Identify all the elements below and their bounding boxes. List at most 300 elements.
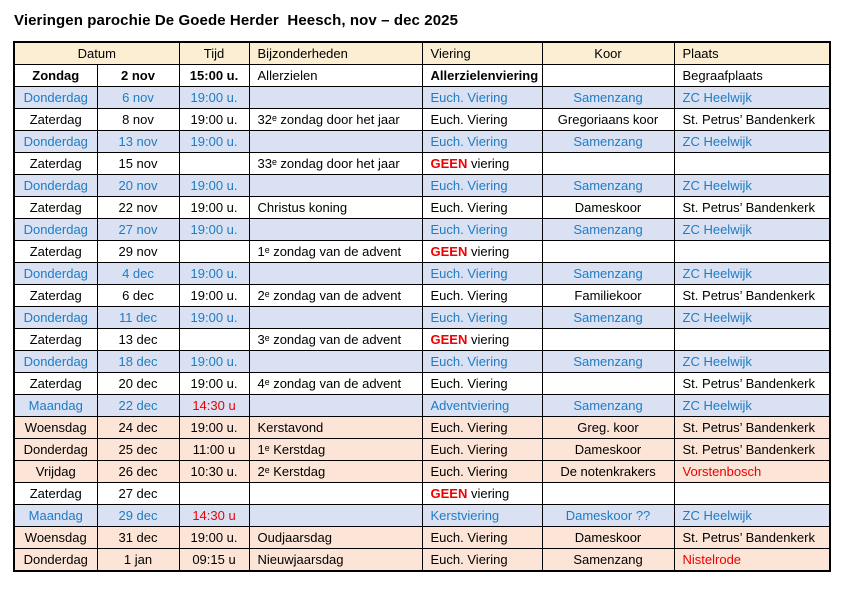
cell-text: Donderdag [23,354,88,369]
cell-koor [542,395,674,417]
cell-text: ZC Heelwijk [682,266,752,281]
column-header-viering: Viering [422,42,542,65]
cell-text: Woensdag [24,530,87,545]
cell-date [97,197,179,219]
cell-text: 09:15 u [192,552,236,567]
cell-date [97,285,179,307]
cell-text: Oudjaarsdag [257,530,332,545]
cell-day [14,527,97,549]
cell-text: Donderdag [23,552,88,567]
cell-text: 6 nov [122,90,154,105]
cell-text: 10:30 u. [190,464,238,479]
cell-text: 19:00 u. [190,420,238,435]
cell-koor [542,417,674,439]
cell-viering [422,505,542,527]
cell-koor [542,505,674,527]
table-row [14,109,830,131]
cell-date [97,131,179,153]
cell-time [179,439,249,461]
cell-text: Euch. Viering [430,530,508,545]
column-header-bijzonderheden: Bijzonderheden [249,42,422,65]
cell-date [97,175,179,197]
cell-time [179,461,249,483]
cell-text: 8 nov [122,112,154,127]
table-row [14,197,830,219]
cell-text: Dameskoor [574,200,642,215]
cell-text: Euch. Viering [430,288,508,303]
cell-viering [422,351,542,373]
cell-text: 4 dec [122,266,154,281]
cell-date [97,241,179,263]
cell-koor [542,263,674,285]
table-body [14,65,830,572]
cell-day [14,197,97,219]
cell-text: Euch. Viering [430,200,508,215]
cell-text: 20 nov [118,178,158,193]
cell-text: GEEN [430,244,468,259]
cell-day [14,329,97,351]
cell-text: 13 dec [118,332,158,347]
cell-text: 14:30 u [192,398,236,413]
cell-text: Euch. Viering [430,376,508,391]
cell-koor [542,109,674,131]
cell-bijzonderheden [249,505,422,527]
table-row [14,505,830,527]
cell-koor [542,549,674,572]
cell-plaats [674,197,830,219]
cell-day [14,175,97,197]
cell-text: Greg. koor [577,420,639,435]
cell-date [97,505,179,527]
cell-date [97,307,179,329]
cell-koor [542,439,674,461]
cell-plaats [674,483,830,505]
table-row [14,87,830,109]
cell-time [179,549,249,572]
cell-bijzonderheden [249,373,422,395]
cell-date [97,263,179,285]
cell-viering [422,153,542,175]
cell-text: St. Petrus’ Bandenkerk [682,376,815,391]
cell-time [179,109,249,131]
cell-text: Woensdag [24,420,87,435]
cell-text: De notenkrakers [560,464,656,479]
cell-time [179,219,249,241]
cell-text: St. Petrus’ Bandenkerk [682,420,815,435]
cell-text: Euch. Viering [430,90,508,105]
cell-bijzonderheden [249,285,422,307]
cell-viering [422,263,542,285]
cell-text: 19:00 u. [190,134,238,149]
cell-plaats [674,219,830,241]
cell-text: 20 dec [118,376,158,391]
table-row [14,483,830,505]
cell-time [179,175,249,197]
cell-text: Samenzang [573,310,643,325]
cell-time [179,417,249,439]
cell-text: Maandag [28,398,83,413]
cell-bijzonderheden [249,527,422,549]
cell-text: Euch. Viering [430,266,508,281]
cell-time [179,373,249,395]
cell-text: Samenzang [573,134,643,149]
cell-plaats [674,241,830,263]
cell-date [97,87,179,109]
cell-plaats [674,109,830,131]
cell-bijzonderheden [249,109,422,131]
cell-text: Donderdag [23,178,88,193]
cell-viering [422,131,542,153]
cell-time [179,483,249,505]
cell-text: Allerzielenviering [430,68,539,83]
cell-date [97,373,179,395]
cell-text: Euch. Viering [430,178,508,193]
cell-koor [542,527,674,549]
cell-text: 31 dec [118,530,158,545]
cell-time [179,505,249,527]
cell-text: St. Petrus’ Bandenkerk [682,112,815,127]
cell-text: 19:00 u. [190,112,238,127]
cell-viering [422,373,542,395]
cell-text: Vorstenbosch [682,464,762,479]
cell-text: Maandag [28,508,83,523]
cell-text: 14:30 u [192,508,236,523]
cell-text: Zaterdag [29,332,82,347]
table-row [14,329,830,351]
cell-text: 11 dec [118,310,158,325]
cell-time [179,395,249,417]
cell-text: Euch. Viering [430,420,508,435]
cell-bijzonderheden [249,483,422,505]
cell-text: Dameskoor [574,530,642,545]
cell-text: St. Petrus’ Bandenkerk [682,442,815,457]
cell-koor [542,483,674,505]
cell-text: 15:00 u. [189,68,239,83]
cell-viering [422,285,542,307]
cell-bijzonderheden [249,307,422,329]
table-row [14,417,830,439]
cell-text: St. Petrus’ Bandenkerk [682,530,815,545]
cell-bijzonderheden [249,153,422,175]
cell-day [14,351,97,373]
cell-viering [422,87,542,109]
cell-koor [542,197,674,219]
cell-koor [542,307,674,329]
cell-text: Euch. Viering [430,552,508,567]
cell-date [97,395,179,417]
cell-text: Euch. Viering [430,464,508,479]
cell-day [14,219,97,241]
cell-text: 13 nov [118,134,158,149]
cell-bijzonderheden [249,351,422,373]
cell-text: Euch. Viering [430,310,508,325]
cell-bijzonderheden [249,87,422,109]
cell-text: GEEN [430,332,468,347]
cell-text: Zaterdag [29,486,82,501]
cell-text: 19:00 u. [190,200,238,215]
cell-day [14,549,97,572]
cell-bijzonderheden [249,329,422,351]
cell-text: Christus koning [257,200,348,215]
cell-koor [542,461,674,483]
cell-time [179,307,249,329]
cell-text: Donderdag [23,90,88,105]
page-title: Vieringen parochie De Goede Herder Heesch, nov – dec 2025 [14,12,459,29]
cell-text: GEEN [430,156,468,171]
cell-text: 32ᵉ zondag door het jaar [257,112,400,127]
cell-text: Zaterdag [29,112,82,127]
cell-date [97,417,179,439]
cell-text: Samenzang [573,178,643,193]
table-row [14,285,830,307]
table-row [14,175,830,197]
cell-text: 19:00 u. [190,222,238,237]
cell-text: 15 nov [118,156,158,171]
cell-text: Familiekoor [574,288,642,303]
cell-day [14,109,97,131]
table-row [14,153,830,175]
column-header-datum: Datum [14,42,179,65]
cell-bijzonderheden [249,395,422,417]
cell-koor [542,131,674,153]
cell-text: 18 dec [118,354,158,369]
table-row [14,373,830,395]
cell-text: Donderdag [23,442,88,457]
cell-day [14,373,97,395]
cell-text: Euch. Viering [430,134,508,149]
cell-text: 6 dec [122,288,154,303]
cell-text: viering [467,156,510,171]
cell-text: Samenzang [573,552,643,567]
cell-viering [422,483,542,505]
cell-time [179,153,249,175]
cell-viering [422,395,542,417]
cell-text: ZC Heelwijk [682,398,752,413]
cell-text: 1ᵉ zondag van de advent [257,244,402,259]
cell-viering [422,527,542,549]
cell-text: Zaterdag [29,376,82,391]
cell-text: Samenzang [573,354,643,369]
cell-text: 11:00 u [192,442,236,457]
cell-plaats [674,417,830,439]
cell-text: Euch. Viering [430,112,508,127]
cell-text: 27 nov [118,222,158,237]
cell-plaats [674,505,830,527]
cell-text: GEEN [430,486,468,501]
cell-time [179,329,249,351]
cell-text: Adventviering [430,398,510,413]
cell-bijzonderheden [249,439,422,461]
cell-text: 19:00 u. [190,376,238,391]
cell-plaats [674,351,830,373]
cell-koor [542,153,674,175]
cell-text: 19:00 u. [190,266,238,281]
cell-bijzonderheden [249,175,422,197]
cell-time [179,241,249,263]
table-row [14,549,830,572]
cell-day [14,395,97,417]
table-row [14,65,830,87]
cell-text: Kerstavond [257,420,324,435]
cell-koor [542,241,674,263]
cell-text: 19:00 u. [190,354,238,369]
cell-text: 29 dec [118,508,158,523]
cell-koor [542,351,674,373]
cell-date [97,109,179,131]
cell-koor [542,175,674,197]
cell-day [14,131,97,153]
cell-viering [422,65,542,87]
cell-plaats [674,373,830,395]
cell-date [97,549,179,572]
cell-text: 19:00 u. [190,530,238,545]
cell-date [97,153,179,175]
cell-text: 24 dec [118,420,158,435]
cell-date [97,329,179,351]
cell-plaats [674,153,830,175]
cell-time [179,285,249,307]
cell-bijzonderheden [249,461,422,483]
cell-text: ZC Heelwijk [682,222,752,237]
cell-text: Zaterdag [29,200,82,215]
cell-plaats [674,285,830,307]
cell-text: Donderdag [23,310,88,325]
cell-text: Zaterdag [29,244,82,259]
cell-bijzonderheden [249,197,422,219]
cell-bijzonderheden [249,417,422,439]
cell-text: 4ᵉ zondag van de advent [257,376,402,391]
cell-day [14,417,97,439]
cell-day [14,483,97,505]
cell-plaats [674,461,830,483]
cell-text: Dameskoor ?? [565,508,651,523]
cell-bijzonderheden [249,549,422,572]
cell-bijzonderheden [249,219,422,241]
cell-text: Euch. Viering [430,354,508,369]
cell-bijzonderheden [249,263,422,285]
column-header-tijd: Tijd [179,42,249,65]
cell-text: 2ᵉ Kerstdag [257,464,326,479]
cell-date [97,483,179,505]
cell-text: ZC Heelwijk [682,508,752,523]
cell-text: Zondag [32,68,80,83]
cell-time [179,87,249,109]
cell-text: St. Petrus’ Bandenkerk [682,288,815,303]
cell-koor [542,373,674,395]
cell-text: 3ᵉ zondag van de advent [257,332,402,347]
cell-date [97,439,179,461]
cell-text: Vrijdag [35,464,76,479]
cell-text: Allerzielen [257,68,318,83]
cell-text: Kerstviering [430,508,500,523]
cell-text: 1ᵉ Kerstdag [257,442,326,457]
cell-day [14,505,97,527]
cell-bijzonderheden [249,131,422,153]
cell-date [97,351,179,373]
cell-text: Samenzang [573,222,643,237]
cell-plaats [674,131,830,153]
cell-text: ZC Heelwijk [682,310,752,325]
cell-text: Nistelrode [682,552,742,567]
cell-day [14,285,97,307]
cell-viering [422,197,542,219]
cell-text: 22 dec [118,398,158,413]
cell-text: Samenzang [573,398,643,413]
cell-bijzonderheden [249,65,422,87]
cell-plaats [674,65,830,87]
cell-text: 29 nov [118,244,158,259]
cell-text: ZC Heelwijk [682,354,752,369]
cell-date [97,527,179,549]
cell-text: Donderdag [23,222,88,237]
cell-viering [422,549,542,572]
cell-koor [542,219,674,241]
cell-text: Samenzang [573,266,643,281]
cell-text: Euch. Viering [430,222,508,237]
cell-day [14,439,97,461]
cell-day [14,65,97,87]
cell-time [179,263,249,285]
cell-plaats [674,263,830,285]
cell-day [14,153,97,175]
cell-date [97,461,179,483]
table-header [14,42,830,65]
cell-text: Donderdag [23,266,88,281]
cell-day [14,241,97,263]
column-header-plaats: Plaats [674,42,830,65]
cell-text: viering [467,486,510,501]
cell-text: 33ᵉ zondag door het jaar [257,156,400,171]
cell-text: ZC Heelwijk [682,90,752,105]
cell-viering [422,307,542,329]
cell-plaats [674,307,830,329]
cell-time [179,65,249,87]
cell-text: Euch. Viering [430,442,508,457]
table-row [14,461,830,483]
table-row [14,395,830,417]
table-row [14,131,830,153]
cell-text: Nieuwjaarsdag [257,552,344,567]
cell-text: 19:00 u. [190,90,238,105]
cell-day [14,87,97,109]
cell-viering [422,241,542,263]
cell-text: 27 dec [118,486,158,501]
cell-date [97,219,179,241]
cell-plaats [674,439,830,461]
header-row [14,42,830,65]
cell-text: Donderdag [23,134,88,149]
cell-koor [542,285,674,307]
cell-text: 1 jan [123,552,153,567]
cell-koor [542,329,674,351]
cell-time [179,197,249,219]
table-row [14,307,830,329]
table-row [14,263,830,285]
table-row [14,241,830,263]
cell-date [97,65,179,87]
cell-plaats [674,549,830,572]
cell-plaats [674,175,830,197]
cell-text: viering [467,244,510,259]
table-row [14,439,830,461]
cell-text: 19:00 u. [190,310,238,325]
cell-day [14,307,97,329]
cell-text: 22 nov [118,200,158,215]
cell-text: Begraafplaats [682,68,763,83]
cell-plaats [674,527,830,549]
cell-viering [422,417,542,439]
cell-text: Dameskoor [574,442,642,457]
